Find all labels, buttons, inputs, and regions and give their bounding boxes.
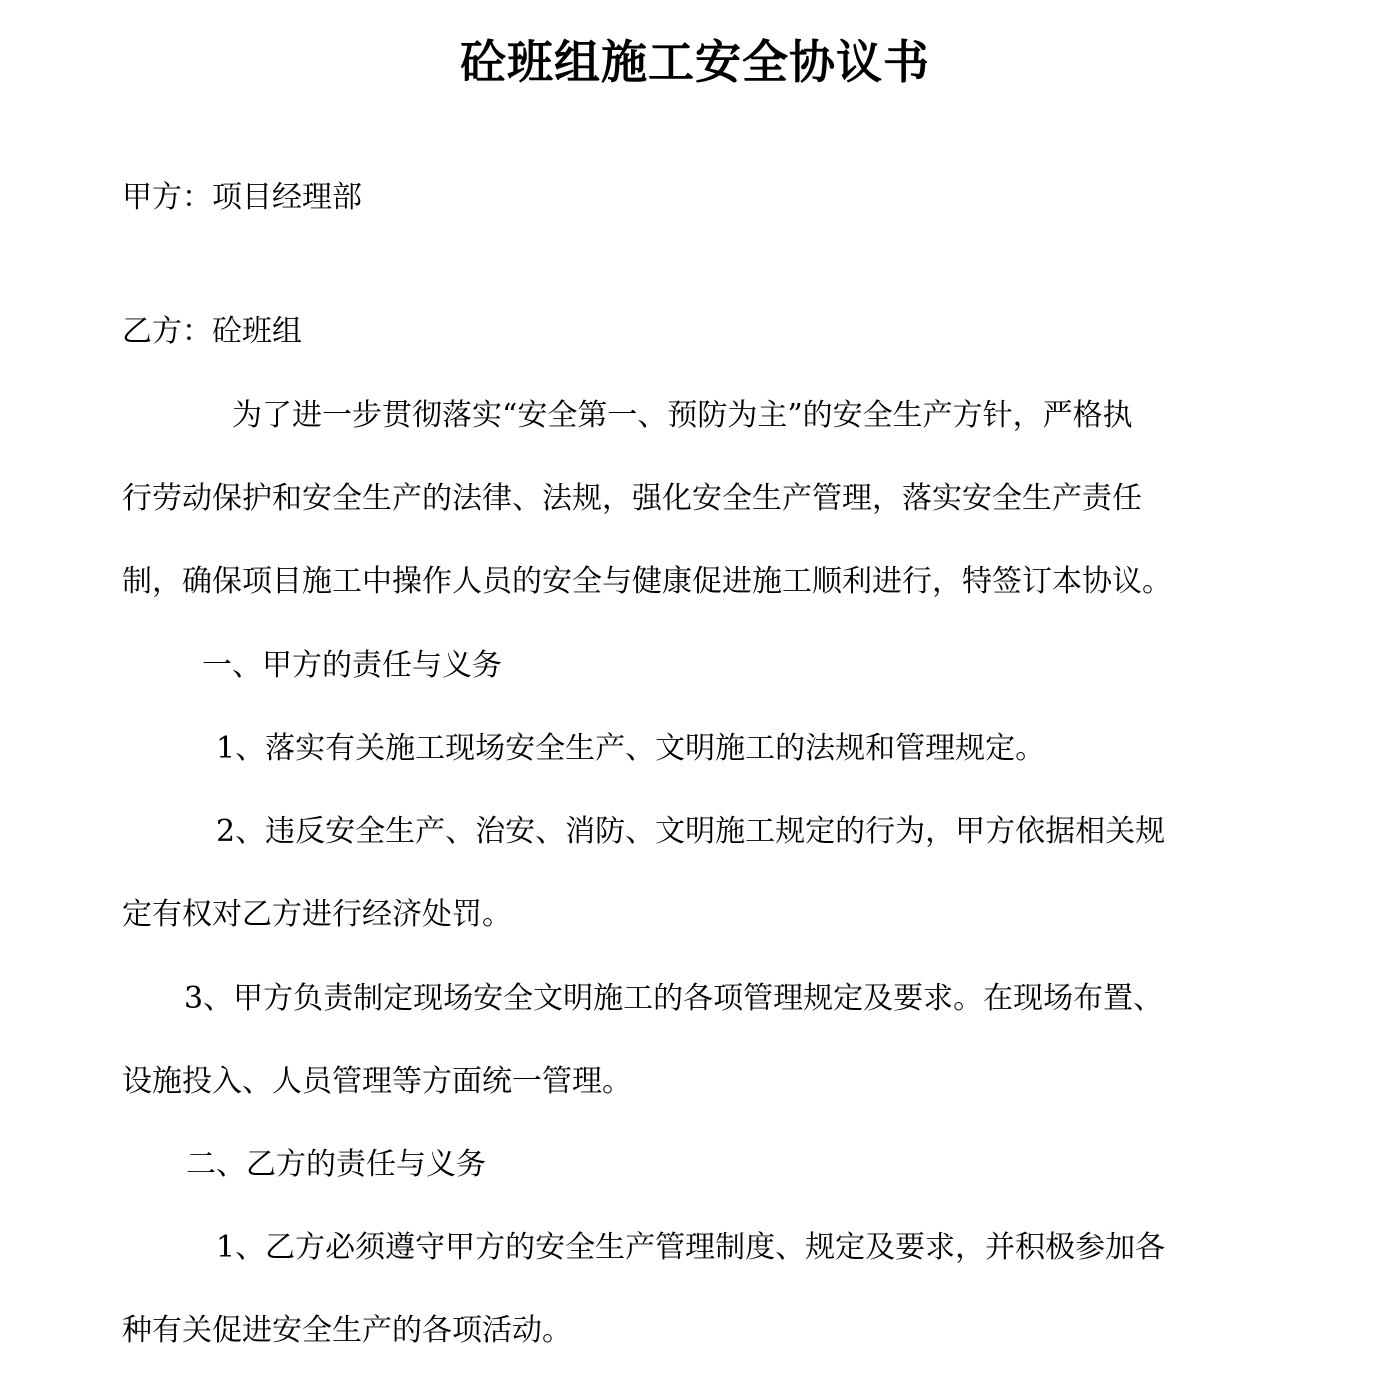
intro-line-3: 制，确保项目施工中操作人员的安全与健康促进施工顺利进行，特签订本协议。 (122, 564, 1172, 599)
section-b-item-1-line-2: 种有关促进安全生产的各项活动。 (122, 1313, 572, 1348)
section-a-item-1: 1、落实有关施工现场安全生产、文明施工的法规和管理规定。 (216, 731, 1046, 766)
party-a: 甲方：项目经理部 (122, 180, 362, 215)
party-b: 乙方：砼班组 (122, 314, 302, 349)
section-a-heading: 一、甲方的责任与义务 (202, 648, 502, 683)
section-a-item-3-line-1: 3、甲方负责制定现场安全文明施工的各项管理规定及要求。在现场布置、 (184, 981, 1164, 1016)
document-title: 砼班组施工安全协议书 (460, 35, 930, 89)
intro-line-1: 为了进一步贯彻落实“安全第一、预防为主”的安全生产方针，严格执 (232, 398, 1133, 433)
section-a-item-2-line-2: 定有权对乙方进行经济处罚。 (122, 897, 512, 932)
section-a-item-3-line-2: 设施投入、人员管理等方面统一管理。 (122, 1064, 632, 1099)
section-a-item-2-line-1: 2、违反安全生产、治安、消防、文明施工规定的行为，甲方依据相关规 (216, 814, 1166, 849)
section-b-heading: 二、乙方的责任与义务 (186, 1147, 486, 1182)
section-b-item-1-line-1: 1、乙方必须遵守甲方的安全生产管理制度、规定及要求，并积极参加各 (216, 1230, 1166, 1265)
intro-line-2: 行劳动保护和安全生产的法律、法规，强化安全生产管理，落实安全生产责任 (122, 481, 1142, 516)
